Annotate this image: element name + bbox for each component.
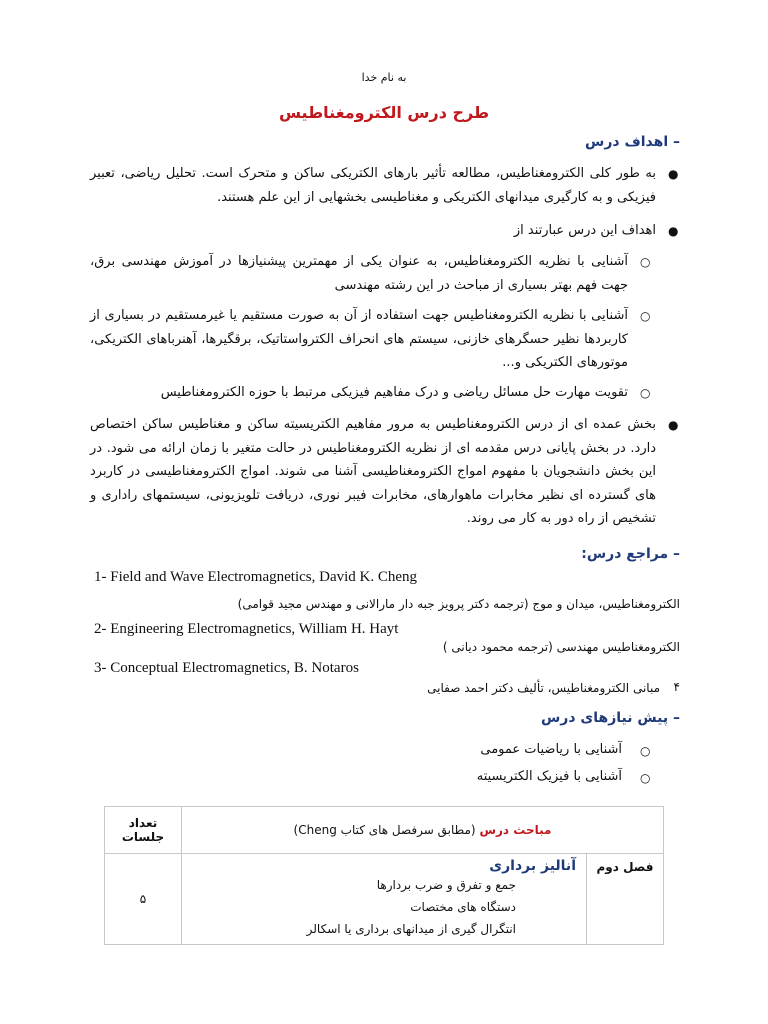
sub-bullet-icon: ○ [640,386,651,400]
subtopic-item: جمع و تفرق و ضرب بردارها [376,878,516,892]
objectives-paragraph-2: اهداف این درس عبارتند از [513,223,656,238]
bullet-icon: ● [668,224,679,238]
objectives-paragraph-1: به طور کلی الکترومغناطیس، مطالعه تأثیر بارهای الکتریکی ساکن و متحرک است. تحلیل ریاضی، تعبیر فیزیکی و به کارگیری میدانهای الکتریکی و مغناطیسی بخشهایی از این علم هستند. [90,166,656,205]
sub-bullet-icon: ○ [640,771,651,785]
objective-item-2: آشنایی با نظریه الکترومغناطیس جهت استفاده از آن به صورت مستقیم یا غیرمستقیم در بسیاری از کاربردها نظیر حسگرهای خازنی، سیستم های انحراف الکترواستاتیک، برقگیرها، آهنرباهای الکتریکی، موتورهای الکتریکی و... [90,308,628,370]
topics-header-note: (مطابق سرفصل های کتاب Cheng) [293,823,476,837]
objectives-heading: – اهداف درس [585,134,680,150]
topics-header-cell [182,807,664,854]
subtopic-item: دستگاه های مختصات [410,900,516,914]
prerequisite-item-1: آشنایی با ریاضیات عمومی [480,742,622,757]
reference-1-fa: الکترومغناطیس، میدان و موج (ترجمه دکتر پرویز جبه دار مارالانی و مهندس مجید قوامی) [237,597,680,611]
table-header-row [105,807,664,854]
bullet-icon: ● [668,167,679,181]
reference-2-en: 2- Engineering Electromagnetics, William H. Hayt [94,621,399,637]
reference-4-fa: مبانی الکترومغناطیس، تألیف دکتر احمد صفایی [427,681,660,695]
topics-header-label: مباحث درس [479,823,552,837]
topic-title: آنالیز برداری [489,858,576,874]
objectives-paragraph-3: بخش عمده ای از درس الکترومغناطیس به مرور مفاهیم الکتریسیته ساکن و مغناطیس ساکن اختصاص دارد. در بخش پایانی درس مقدمه ای از نظریه الکترومغناطیس در حالت متغیر با زمان ارائه می شود. در این بخش دانشجویان با مفهوم امواج الکترومغناطیسی آشنا می شوند. امواج الکترومغناطیسی در کاربرد های گسترده ای نظیر مخابرات ماهوارهای، مخابرات فیبر نوری، دریافت تلویزیونی، سیستمهای راداری و تشخیص از راه دور به کار می روند. [90,417,656,526]
sub-bullet-icon: ○ [640,309,651,323]
bullet-icon: ● [668,418,679,432]
references-heading: – مراجع درس: [581,546,680,562]
topics-cell [182,854,587,945]
sub-bullet-icon: ○ [640,255,651,269]
sessions-header-cell: تعداد جلسات [105,807,182,854]
sub-bullet-icon: ○ [640,744,651,758]
reference-1-en: 1- Field and Wave Electromagnetics, David K. Cheng [94,569,418,585]
objective-item-1: آشنایی با نظریه الکترومغناطیس، به عنوان یکی از مهمترین پیشنیازها در آموزش مهندسی برق، جهت فهم بهتر بسیاری از مباحث در این رشته مهندسی [90,254,628,293]
bismillah: به نام خدا [361,71,407,84]
prerequisites-heading: – پیش نیازهای درس [540,710,680,726]
subtopic-item: انتگرال گیری از میدانهای برداری یا اسکالر [306,922,516,936]
table-row [105,854,664,945]
sessions-cell: ۵ [105,854,182,945]
reference-3-en: 3- Conceptual Electromagnetics, B. Notaros [94,660,359,676]
reference-2-fa: الکترومغناطیس مهندسی (ترجمه محمود دیانی ) [442,640,680,654]
prerequisite-item-2: آشنایی با فیزیک الکتریسیته [476,769,622,784]
page-title: طرح درس الکترومغناطیس [278,103,490,122]
topics-table [104,806,664,945]
objective-item-3: تقویت مهارت حل مسائل ریاضی و درک مفاهیم فیزیکی مرتبط با حوزه الکترومغناطیس [160,385,628,400]
reference-4-number: ۴ [673,680,680,694]
chapter-cell: فصل دوم [587,854,664,945]
